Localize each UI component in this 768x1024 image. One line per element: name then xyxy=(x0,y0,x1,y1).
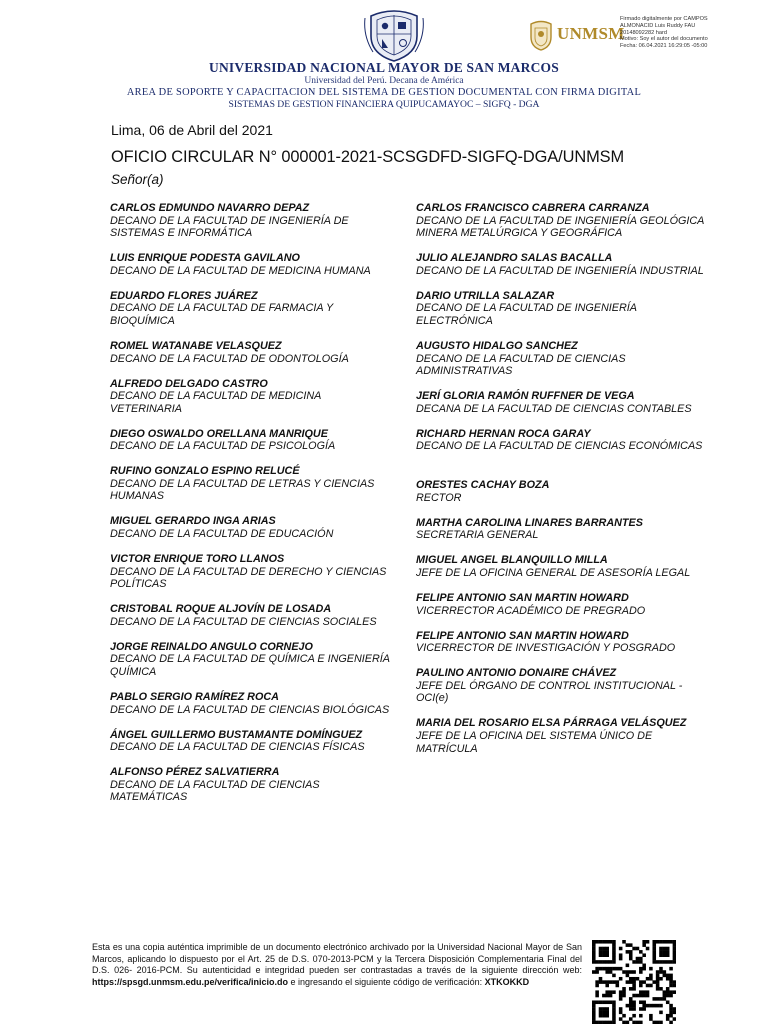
recipient-entry xyxy=(110,691,390,716)
recipient-name: PAULINO ANTONIO DONAIRE CHÁVEZ xyxy=(416,667,617,680)
recipient-title: DECANO DE LA FACULTAD DE MEDICINA HUMANA xyxy=(110,264,371,277)
recipient-name: RICHARD HERNAN ROCA GARAY xyxy=(416,427,591,440)
recipient-entry xyxy=(110,340,390,365)
signature-line: Firmado digitalmente por CAMPOS xyxy=(620,16,708,22)
recipient-name: MARIA DEL ROSARIO ELSA PÁRRAGA VELÁSQUEZ xyxy=(416,717,687,730)
recipient-name: LUIS ENRIQUE PODESTA GAVILANO xyxy=(110,252,300,265)
recipient-title: DECANO DE LA FACULTAD DE CIENCIAS BIOLÓGICAS xyxy=(110,703,390,716)
unmsm-seal-icon xyxy=(528,19,554,51)
recipient-entry xyxy=(110,428,390,453)
recipient-title: RECTOR xyxy=(416,491,462,504)
unmsm-logo-text: UNMSM xyxy=(557,24,625,43)
oficio-number: OFICIO CIRCULAR N° 000001-2021-SCSGDFD-SIGFQ-DGA/UNMSM xyxy=(111,148,625,166)
university-crest-icon xyxy=(363,6,425,62)
recipient-entry xyxy=(110,378,390,416)
signature-line: Motivo: Soy el autor del documento xyxy=(620,36,708,43)
recipient-title: VICERRECTOR ACADÉMICO DE PREGRADO xyxy=(416,604,646,617)
recipient-name: RUFINO GONZALO ESPINO RELUCÉ xyxy=(110,465,300,478)
recipient-name: FELIPE ANTONIO SAN MARTIN HOWARD xyxy=(416,629,629,642)
recipient-title: DECANO DE LA FACULTAD DE EDUCACIÓN xyxy=(110,528,334,541)
recipient-entry xyxy=(110,290,390,328)
recipients-left-column xyxy=(110,202,390,816)
salutation: Señor(a) xyxy=(111,172,164,187)
footer-text: Esta es una copia auténtica imprimible de un documento electrónico archivado por la Universidad Nacional Mayor de San Marcos, aplicando lo dispuesto por el Art. 25 de D.S. 070-2013-PCM y la Tercera Disposición Complementaria Final del D.S. 026- 2016-PCM. Su autenticidad e integridad pueden ser contrastadas a través de la siguiente dirección web: xyxy=(92,942,582,975)
recipient-name: ORESTES CACHAY BOZA xyxy=(416,479,550,492)
recipient-name: JERÍ GLORIA RAMÓN RUFFNER DE VEGA xyxy=(416,390,635,403)
recipient-name: DARIO UTRILLA SALAZAR xyxy=(416,289,555,302)
recipient-name: CARLOS FRANCISCO CABRERA CARRANZA xyxy=(416,202,650,214)
recipient-name: EDUARDO FLORES JUÁREZ xyxy=(110,289,258,302)
recipient-title: DECANO DE LA FACULTAD DE CIENCIAS FÍSICAS xyxy=(110,741,365,754)
recipient-name: MIGUEL GERARDO INGA ARIAS xyxy=(110,515,276,528)
area-line: AREA DE SOPORTE Y CAPACITACION DEL SISTEMA DE GESTION DOCUMENTAL CON FIRMA DIGITAL xyxy=(126,87,642,98)
recipient-title: JEFE DEL ÓRGANO DE CONTROL INSTITUCIONAL - OCI(e) xyxy=(416,679,683,705)
recipient-title: DECANO DE LA FACULTAD DE INGENIERÍA DE SISTEMAS E INFORMÁTICA xyxy=(110,214,349,240)
recipient-title: DECANO DE LA FACULTAD DE INGENIERÍA INDUSTRIAL xyxy=(416,264,704,277)
recipient-name: DIEGO OSWALDO ORELLANA MANRIQUE xyxy=(110,427,328,440)
recipient-title: DECANO DE LA FACULTAD DE INGENIERÍA GEOLÓGICA MINERA METALÚRGICA Y GEOGRÁFICA xyxy=(416,214,704,240)
recipient-entry xyxy=(110,766,390,804)
recipient-title: DECANO DE LA FACULTAD DE DERECHO Y CIENCIAS POLÍTICAS xyxy=(110,565,387,591)
verification-footer xyxy=(92,942,582,988)
signature-line: Fecha: 06.04.2021 16:29:05 -05:00 xyxy=(620,43,708,50)
recipient-name: AUGUSTO HIDALGO SANCHEZ xyxy=(416,339,578,352)
recipient-title: DECANO DE LA FACULTAD DE QUÍMICA E INGENIERÍA QUÍMICA xyxy=(110,653,390,678)
recipient-title: VICERRECTOR DE INVESTIGACIÓN Y POSGRADO xyxy=(416,642,676,655)
recipient-entry xyxy=(416,630,706,655)
recipient-title: DECANA DE LA FACULTAD DE CIENCIAS CONTABLES xyxy=(416,402,692,415)
footer-text-middle: e ingresando el siguiente código de verificación: xyxy=(288,976,485,987)
recipient-name: MARTHA CAROLINA LINARES BARRANTES xyxy=(416,516,643,529)
recipient-title: JEFE DE LA OFICINA DEL SISTEMA ÚNICO DE MATRÍCULA xyxy=(416,729,653,755)
recipient-entry xyxy=(416,390,706,415)
recipient-entry xyxy=(110,553,390,591)
recipient-name: JULIO ALEJANDRO SALAS BACALLA xyxy=(416,252,613,265)
recipient-entry xyxy=(110,641,390,679)
recipient-entry xyxy=(416,517,706,542)
recipient-title: DECANO DE LA FACULTAD DE CIENCIAS MATEMÁTICAS xyxy=(110,778,320,804)
recipient-name: PABLO SERGIO RAMÍREZ ROCA xyxy=(110,690,279,703)
recipient-title: DECANO DE LA FACULTAD DE FARMACIA Y BIOQUÍMICA xyxy=(110,302,333,327)
recipient-title: DECANO DE LA FACULTAD DE CIENCIAS ECONÓMICAS xyxy=(416,440,703,453)
systems-line: SISTEMAS DE GESTION FINANCIERA QUIPUCAMAYOC – SIGFQ - DGA xyxy=(228,99,540,110)
recipient-title: DECANO DE LA FACULTAD DE PSICOLOGÍA xyxy=(110,440,336,453)
recipient-entry xyxy=(110,515,390,540)
signature-line: 20148092282 hard xyxy=(620,29,667,36)
recipient-entry xyxy=(416,428,706,453)
recipients-right-column xyxy=(416,202,706,767)
verification-code: XTKOKKD xyxy=(484,976,530,987)
letter-date: Lima, 06 de Abril del 2021 xyxy=(111,122,273,138)
recipient-entry xyxy=(416,202,706,240)
recipient-title: DECANO DE LA FACULTAD DE INGENIERÍA ELECTRÓNICA xyxy=(416,302,637,327)
recipient-name: JORGE REINALDO ANGULO CORNEJO xyxy=(110,640,313,653)
recipient-name: ROMEL WATANABE VELASQUEZ xyxy=(110,339,282,352)
recipient-entry xyxy=(110,252,390,277)
recipient-entry xyxy=(110,603,390,628)
recipient-entry xyxy=(416,717,706,755)
recipient-name: VICTOR ENRIQUE TORO LLANOS xyxy=(110,553,285,565)
unmsm-logo xyxy=(528,18,625,52)
recipient-entry xyxy=(416,554,706,579)
university-subtitle: Universidad del Perú. Decana de América xyxy=(304,76,464,86)
qr-code-icon xyxy=(592,940,676,1024)
recipient-title: JEFE DE LA OFICINA GENERAL DE ASESORÍA LEGAL xyxy=(416,567,691,579)
verification-url[interactable]: https://spsgd.unmsm.edu.pe/verifica/inicio.do xyxy=(92,976,289,987)
recipient-entry xyxy=(110,465,390,503)
recipient-name: CARLOS EDMUNDO NAVARRO DEPAZ xyxy=(110,202,310,214)
recipient-entry xyxy=(416,479,706,504)
recipient-title: DECANO DE LA FACULTAD DE CIENCIAS SOCIALES xyxy=(110,615,377,628)
university-name: UNIVERSIDAD NACIONAL MAYOR DE SAN MARCOS xyxy=(209,60,559,75)
recipient-title: DECANO DE LA FACULTAD DE ODONTOLOGÍA xyxy=(110,352,349,365)
recipient-entry xyxy=(110,729,390,754)
digital-signature-block xyxy=(620,16,766,50)
recipient-entry xyxy=(416,667,706,705)
column-gap xyxy=(416,465,706,479)
recipient-entry xyxy=(416,252,706,277)
recipient-title: DECANO DE LA FACULTAD DE MEDICINA VETERINARIA xyxy=(110,390,321,415)
recipient-entry xyxy=(110,202,390,240)
recipient-name: ÁNGEL GUILLERMO BUSTAMANTE DOMÍNGUEZ xyxy=(110,728,363,741)
recipient-name: MIGUEL ANGEL BLANQUILLO MILLA xyxy=(416,554,608,567)
recipient-entry xyxy=(416,340,706,378)
recipient-title: DECANO DE LA FACULTAD DE CIENCIAS ADMINISTRATIVAS xyxy=(416,352,626,378)
recipient-name: CRISTOBAL ROQUE ALJOVÍN DE LOSADA xyxy=(110,603,332,616)
recipient-entry xyxy=(416,592,706,617)
recipient-name: ALFONSO PÉREZ SALVATIERRA xyxy=(110,766,280,779)
recipient-name: ALFREDO DELGADO CASTRO xyxy=(110,377,268,390)
recipient-title: DECANO DE LA FACULTAD DE LETRAS Y CIENCIAS HUMANAS xyxy=(110,477,375,503)
signature-line: ALMONACID Luis Ruddy FAU xyxy=(620,22,696,29)
recipient-title: SECRETARIA GENERAL xyxy=(416,529,539,542)
recipient-entry xyxy=(416,290,706,328)
recipient-name: FELIPE ANTONIO SAN MARTIN HOWARD xyxy=(416,591,629,604)
